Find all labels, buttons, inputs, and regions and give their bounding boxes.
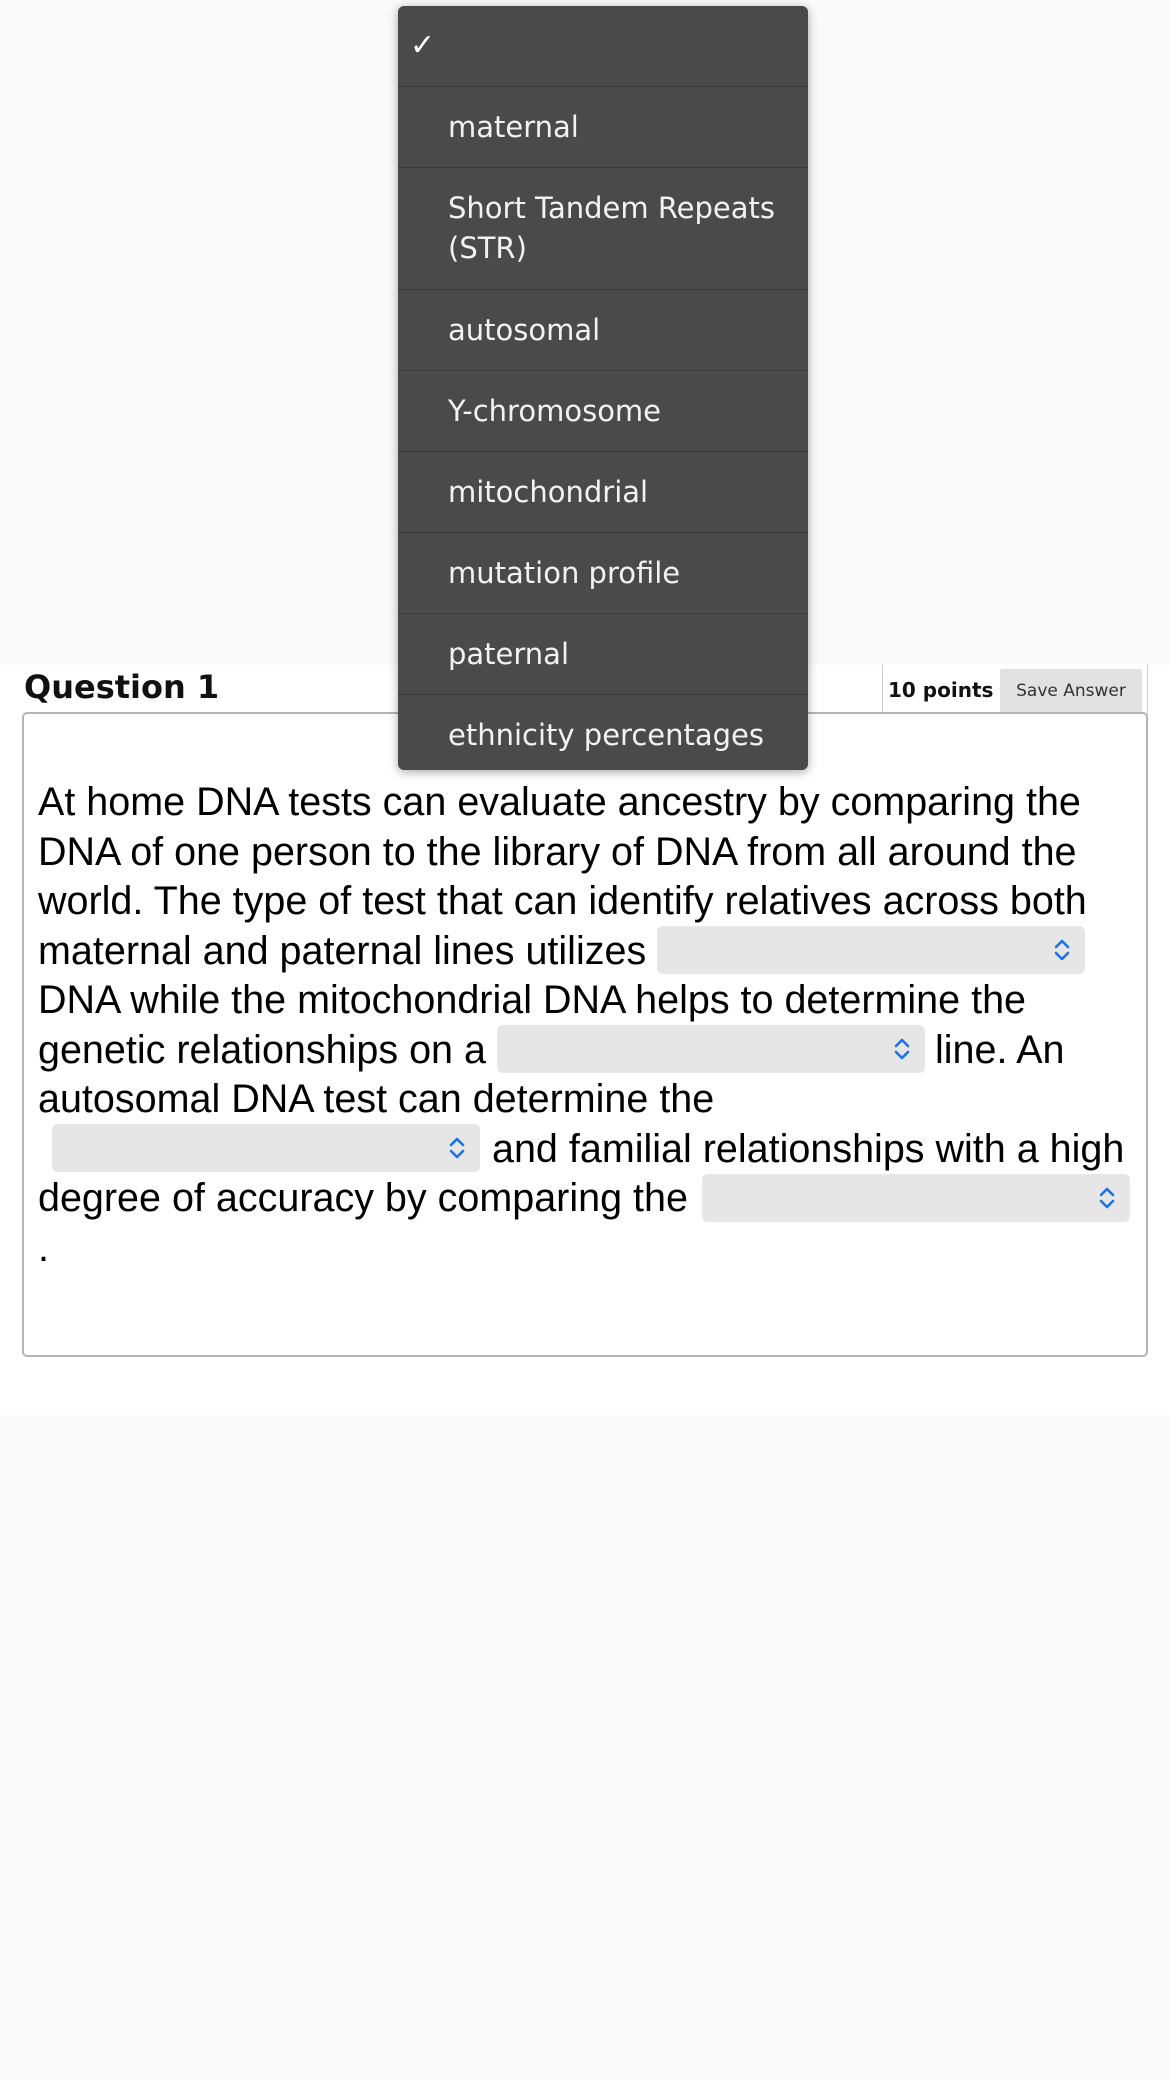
dropdown-option[interactable]: mutation profile [398,533,808,614]
dropdown-option[interactable]: paternal [398,614,808,695]
dropdown-option-empty[interactable] [398,6,808,87]
question-title: Question 1 [24,668,220,706]
dropdown-option[interactable]: ethnicity percentages [448,718,764,752]
checkmark-icon: ✓ [410,28,436,63]
dropdown-option[interactable]: Short Tandem Repeats (STR) [398,168,808,290]
question-text-part-4: and familial relationships with a high degree of accuracy by comparing the [38,1126,1125,1220]
question-points: 10 points [888,678,994,702]
question-text-part-1: At home DNA tests can evaluate ancestry by comparing the DNA of one person to the library of DNA from all around the world. The type of test that can identify relatives across both maternal and paternal lines utilizes [38,780,1087,973]
question-text-part-3: line. An autosomal DNA test can determine the [38,1027,1065,1121]
blank-select-3[interactable] [52,1124,480,1172]
question-text-part-2: DNA while the mitochondrial DNA helps to determine the genetic relationships on a [38,978,1027,1072]
blank-select-2[interactable] [497,1025,925,1073]
question-body [38,778,1138,1273]
chevron-up-down-icon [893,1036,911,1062]
dropdown-option[interactable]: autosomal [398,290,808,371]
options-dropdown-menu [398,6,808,770]
blank-select-4[interactable] [702,1174,1130,1222]
dropdown-option[interactable]: maternal [398,87,808,168]
save-answer-button[interactable]: Save Answer [1000,669,1142,713]
dropdown-option[interactable]: Y-chromosome [398,371,808,452]
dropdown-option[interactable]: mitochondrial [398,452,808,533]
blank-select-1[interactable] [657,926,1085,974]
chevron-up-down-icon [448,1135,466,1161]
chevron-up-down-icon [1098,1185,1116,1211]
chevron-up-down-icon [1053,937,1071,963]
question-text-part-5: . [38,1225,49,1270]
